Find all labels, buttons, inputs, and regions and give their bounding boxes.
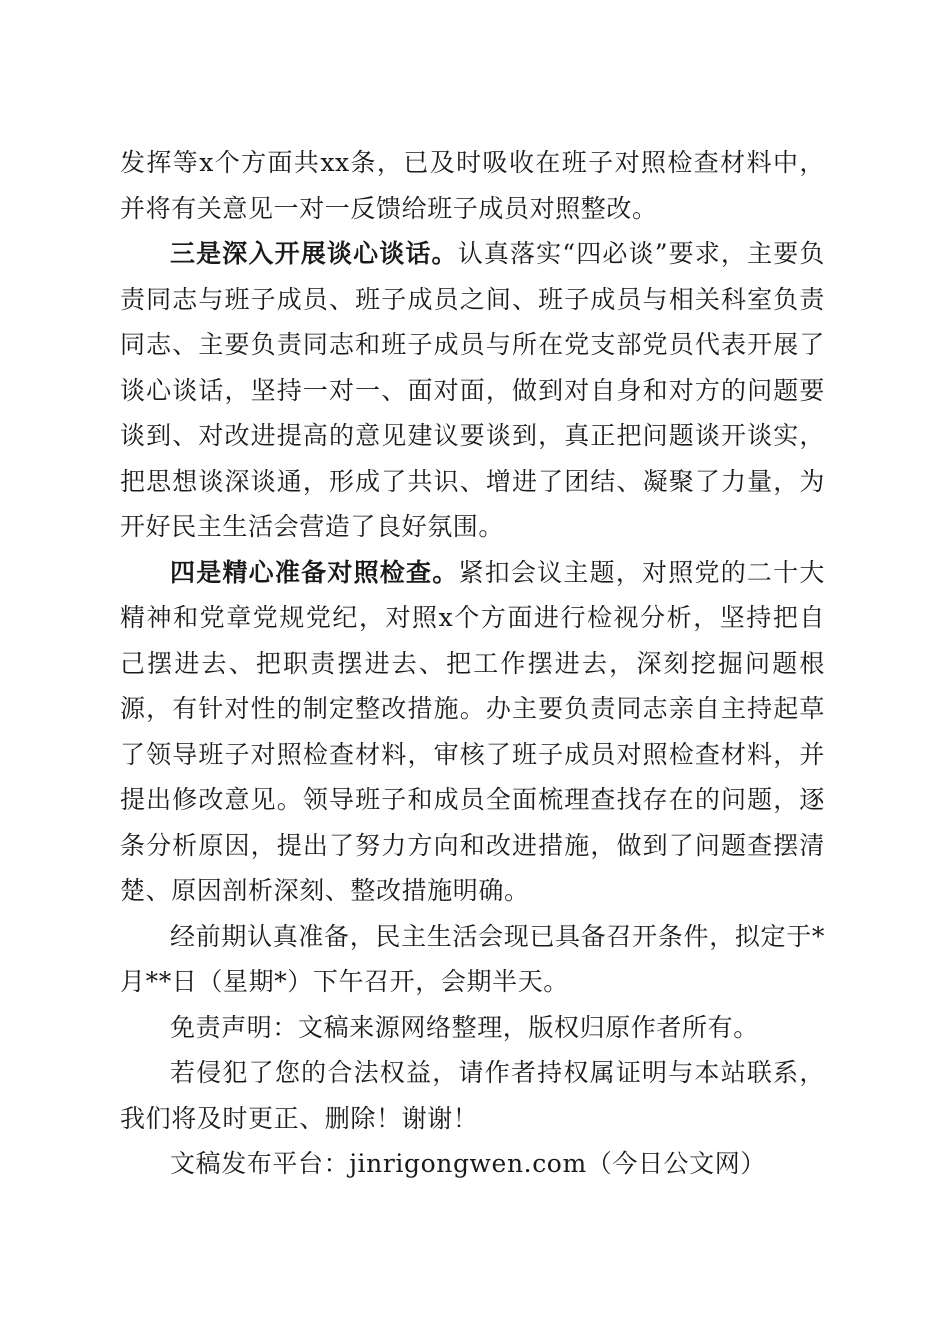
paragraph-text: 文稿发布平台：jinrigongwen.com（今日公文网）: [170, 1149, 766, 1178]
paragraph-text: 若侵犯了您的合法权益，请作者持权属证明与本站联系，我们将及时更正、删除！谢谢！: [120, 1058, 825, 1133]
paragraph-text: 认真落实“四必谈”要求，主要负责同志与班子成员、班子成员之间、班子成员与相关科室负责同志、主要负责同志和班子成员与所在党支部党员代表开展了谈心谈话，坚持一对一、面对面，做到对自身和对方的问题要谈到、对改进提高的意见建议要谈到，真正把问题谈开谈实，把思想谈深谈通，形成了共识、增进了团结、凝聚了力量，为开好民主生活会营造了良好氛围。: [120, 239, 825, 541]
paragraph-text: 紧扣会议主题，对照党的二十大精神和党章党规党纪，对照x个方面进行检视分析，坚持把自己摆进去、把职责摆进去、把工作摆进去，深刻挖掘问题根源，有针对性的制定整改措施。办主要负责同志亲自主持起草了领导班子对照检查材料，审核了班子成员对照检查材料，并提出修改意见。领导班子和成员全面梳理查找存在的问题，逐条分析原因，提出了努力方向和改进措施，做到了问题查摆清楚、原因剖析深刻、整改措施明确。: [120, 557, 825, 905]
paragraph-heading: 四是精心准备对照检查。: [170, 557, 459, 587]
paragraph-four: [120, 550, 825, 914]
paragraph-disclaimer: [120, 1005, 825, 1051]
paragraph-text: 经前期认真准备，民主生活会现已具备召开条件，拟定于*月**日（星期*）下午召开，会期半天。: [120, 921, 825, 996]
paragraph-three: [120, 231, 825, 550]
paragraph-rights: [120, 1050, 825, 1141]
document-page: [120, 140, 825, 1187]
paragraph-text: 发挥等x个方面共xx条，已及时吸收在班子对照检查材料中，并将有关意见一对一反馈给班子成员对照整改。: [120, 148, 825, 223]
paragraph-platform: [120, 1141, 825, 1187]
paragraph-text: 免责声明：文稿来源网络整理，版权归原作者所有。: [170, 1012, 759, 1042]
paragraph-schedule: [120, 914, 825, 1005]
paragraph-heading: 三是深入开展谈心谈话。: [170, 239, 458, 268]
paragraph-continuation: [120, 140, 825, 231]
